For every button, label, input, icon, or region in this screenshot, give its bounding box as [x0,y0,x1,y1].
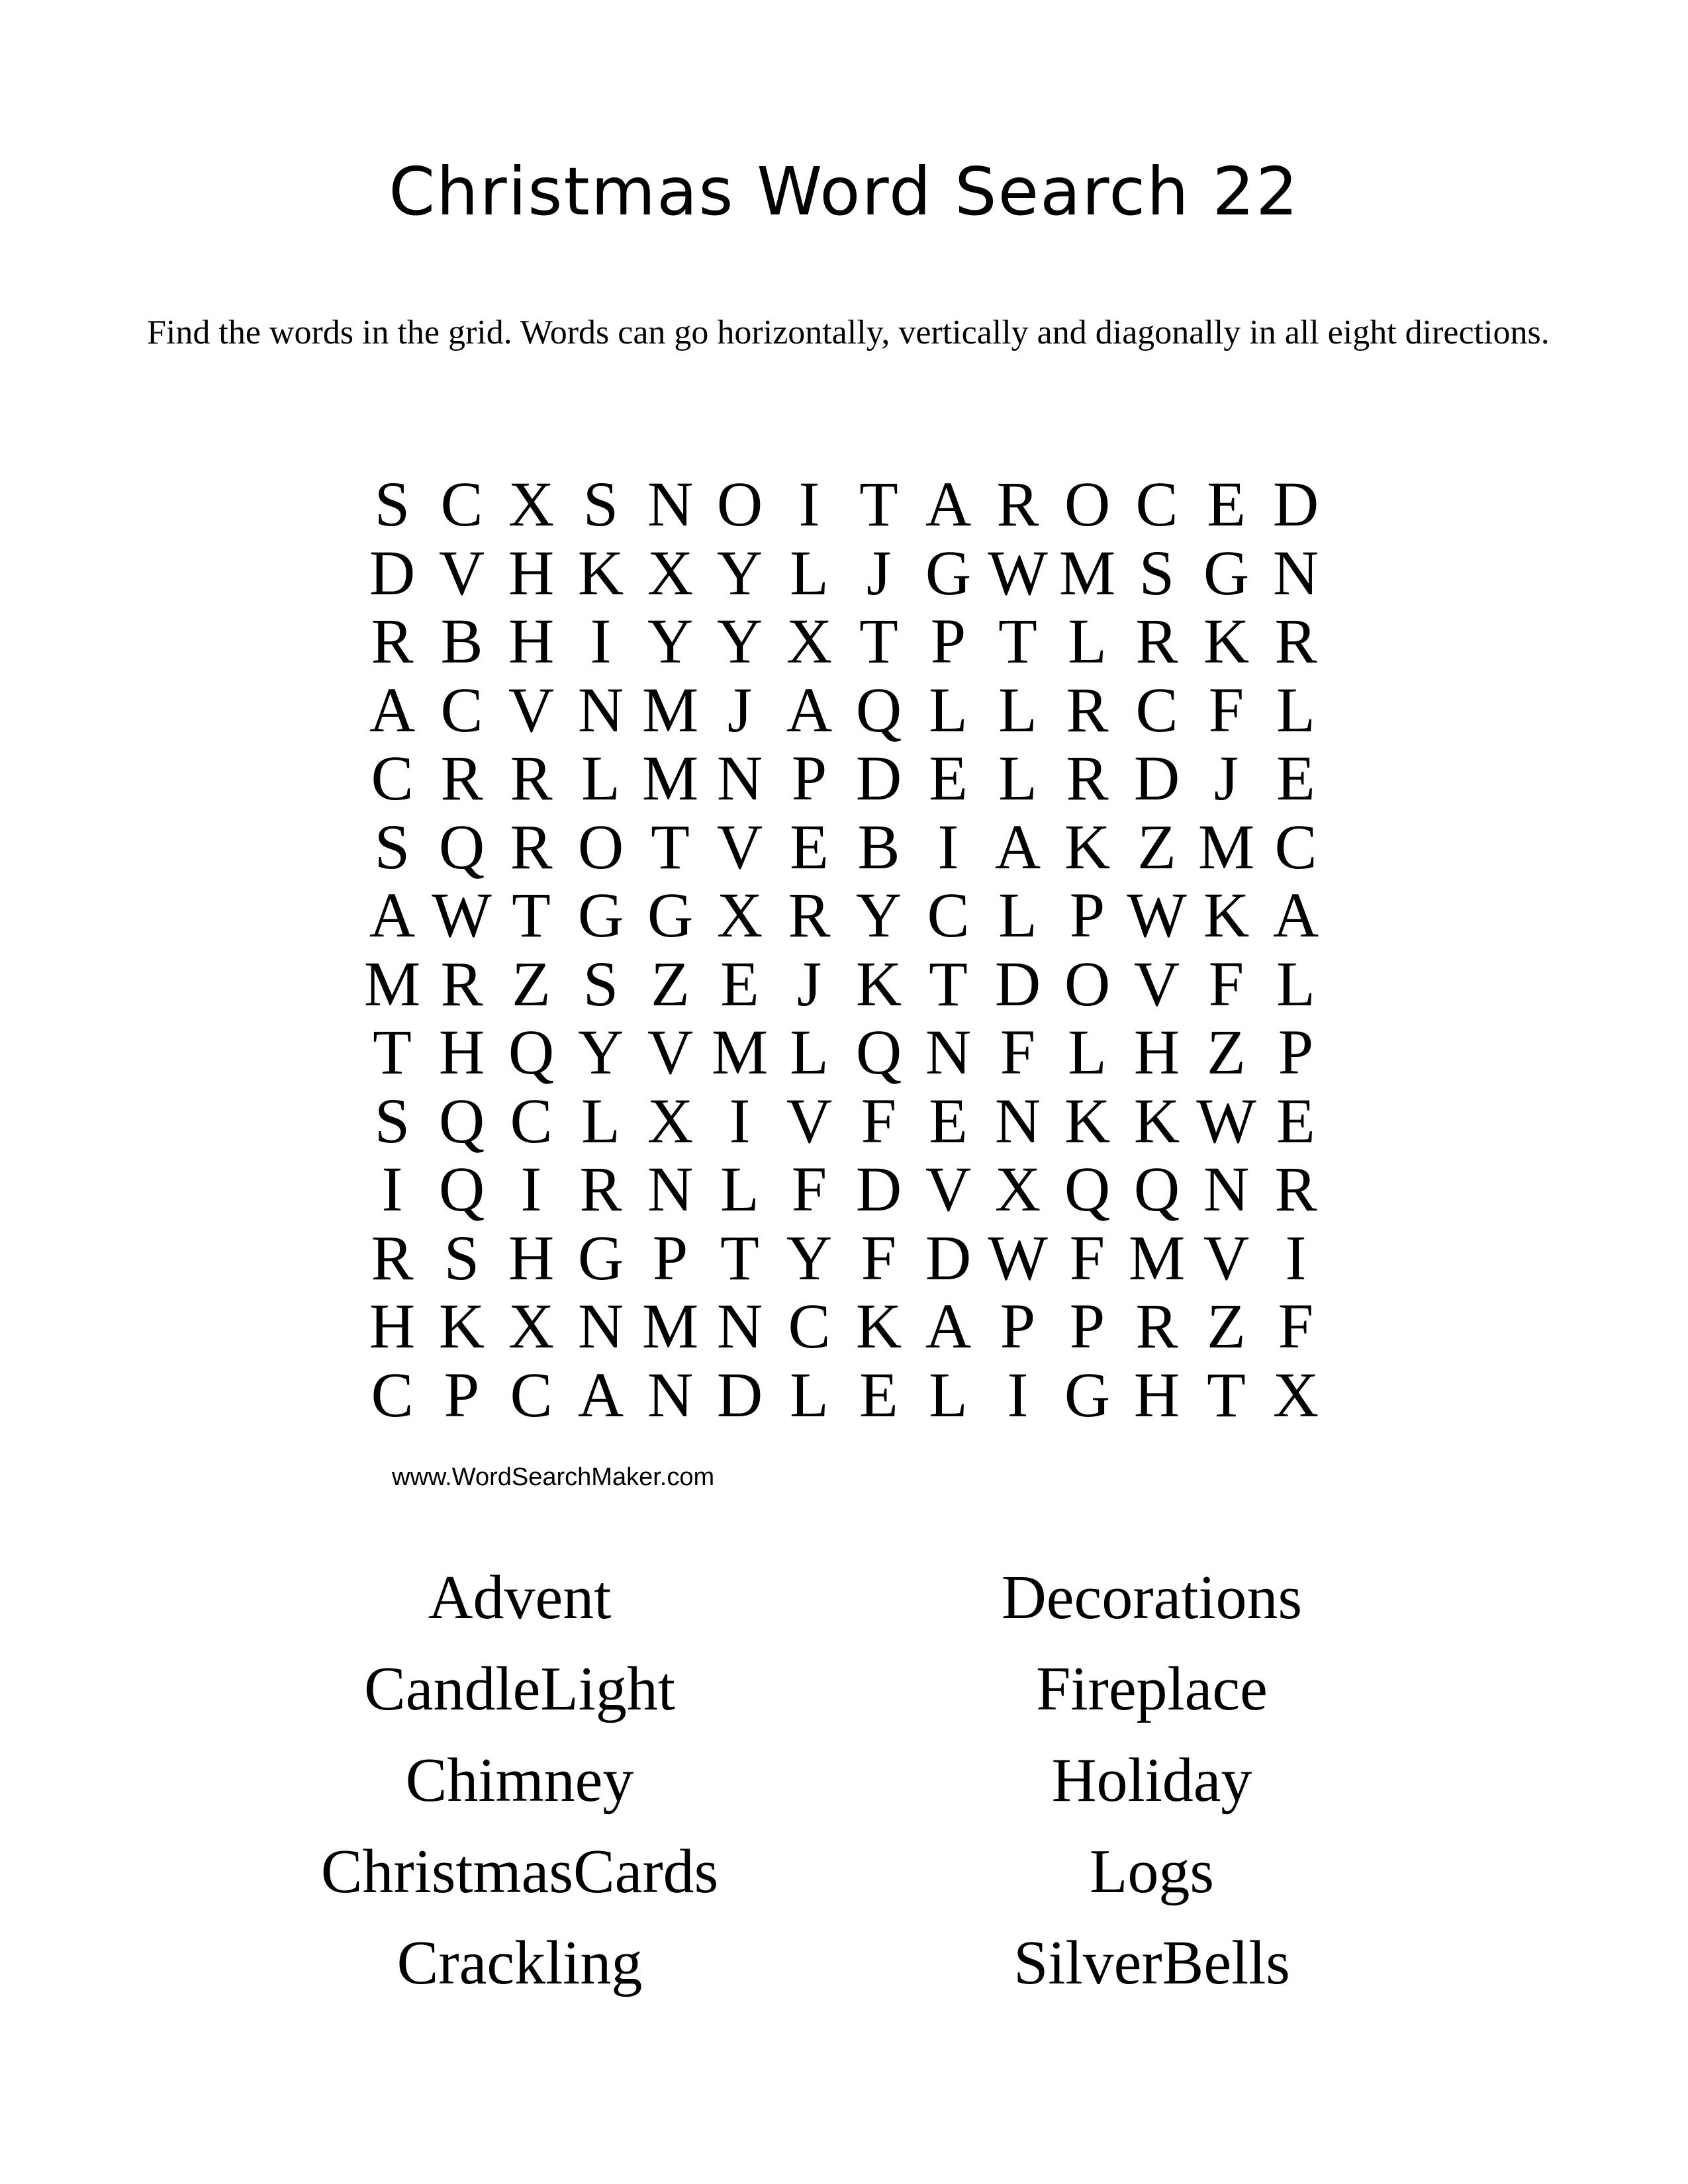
grid-cell: V [925,1154,972,1224]
grid-cell: H [1133,1017,1180,1087]
grid-cell: R [1066,674,1109,745]
grid-cell: Q [438,811,485,882]
grid-cell: D [369,537,416,608]
grid-row [357,744,1331,813]
grid-cell: R [788,880,831,950]
grid-cell: D [855,1154,902,1224]
grid-cell: W [988,537,1048,608]
grid-cell: M [363,948,421,1019]
grid-cell: P [791,743,827,813]
grid-cell: R [1066,743,1109,813]
grid-cell: D [855,743,902,813]
grid-cell: C [440,674,483,745]
grid-cell: P [1278,1017,1314,1087]
grid-cell: O [716,469,763,539]
grid-cell: X [786,606,833,676]
grid-cell: C [440,469,483,539]
word-item: Decorations [1001,1563,1303,1632]
grid-cell: V [1133,948,1180,1019]
grid-cell: H [508,1222,555,1293]
grid-cell: O [1064,469,1111,539]
grid-cell: V [1203,1222,1250,1293]
grid-cell: R [440,743,483,813]
grid-cell: P [1069,1291,1105,1361]
grid-cell: A [369,880,416,950]
grid-cell: Y [855,880,902,950]
grid-cell: Q [438,1085,485,1156]
grid-cell: V [438,537,485,608]
grid-cell: S [444,1222,480,1293]
grid-cell: N [1203,1154,1250,1224]
grid-cell: F [791,1154,827,1224]
word-search-grid [357,470,1331,1429]
grid-cell: R [1135,1291,1178,1361]
grid-cell: F [1278,1291,1314,1361]
grid-row [357,1361,1331,1430]
grid-cell: I [937,811,959,882]
grid-cell: L [1276,948,1315,1019]
grid-cell: E [790,811,829,882]
grid-cell: S [374,469,410,539]
grid-cell: N [577,1291,624,1361]
grid-cell: G [1203,537,1250,608]
grid-cell: N [716,743,763,813]
grid-cell: Q [438,1154,485,1224]
grid-cell: N [716,1291,763,1361]
grid-cell: R [1274,606,1317,676]
grid-cell: A [925,1291,972,1361]
grid-cell: J [727,674,753,745]
grid-cell: L [581,1085,620,1156]
grid-cell: N [647,469,694,539]
grid-cell: S [1139,537,1175,608]
grid-cell: Z [651,948,690,1019]
grid-cell: M [641,674,699,745]
grid-cell: F [1208,674,1244,745]
grid-cell: H [1133,1359,1180,1430]
grid-cell: H [369,1291,416,1361]
grid-cell: K [855,948,902,1019]
grid-cell: A [925,469,972,539]
grid-cell: T [998,606,1037,676]
grid-cell: J [796,948,822,1019]
grid-row [357,813,1331,882]
grid-cell: X [508,469,555,539]
grid-cell: T [929,948,968,1019]
grid-cell: T [720,1222,759,1293]
grid-cell: P [1000,1291,1036,1361]
grid-row [357,607,1331,676]
word-item: CandleLight [364,1655,675,1723]
grid-cell: L [720,1154,759,1224]
grid-cell: F [861,1222,897,1293]
grid-cell: F [861,1085,897,1156]
grid-cell: E [1276,1085,1315,1156]
grid-row [357,881,1331,950]
grid-cell: I [381,1154,403,1224]
grid-cell: I [590,606,612,676]
grid-cell: X [716,880,763,950]
grid-cell: C [510,1085,553,1156]
grid-cell: I [520,1154,542,1224]
grid-cell: B [440,606,483,676]
grid-cell: K [577,537,624,608]
grid-row [357,1224,1331,1293]
grid-cell: S [374,1085,410,1156]
grid-cell: Q [1133,1154,1180,1224]
grid-cell: Z [512,948,551,1019]
grid-cell: F [1069,1222,1105,1293]
grid-row [357,1018,1331,1087]
grid-cell: K [1203,606,1250,676]
grid-cell: D [994,948,1041,1019]
grid-row [357,1087,1331,1156]
grid-cell: K [855,1291,902,1361]
grid-cell: G [577,880,624,950]
grid-cell: P [930,606,966,676]
grid-cell: W [1196,1085,1256,1156]
grid-cell: A [1272,880,1319,950]
grid-cell: Y [647,606,694,676]
grid-cell: V [716,811,763,882]
grid-cell: P [444,1359,480,1430]
word-item: Fireplace [1036,1655,1268,1723]
grid-cell: L [790,1359,829,1430]
grid-cell: C [788,1291,831,1361]
grid-cell: E [1207,469,1246,539]
grid-cell: V [647,1017,694,1087]
grid-cell: Q [855,674,902,745]
grid-cell: H [438,1017,485,1087]
grid-cell: M [1197,811,1255,882]
grid-cell: Y [786,1222,833,1293]
grid-cell: T [373,1017,412,1087]
grid-cell: O [577,811,624,882]
grid-cell: C [510,1359,553,1430]
grid-cell: R [996,469,1039,539]
grid-cell: A [786,674,833,745]
grid-row [357,1292,1331,1361]
grid-cell: R [371,606,414,676]
grid-cell: J [866,537,892,608]
word-item: Holiday [1051,1746,1252,1815]
grid-cell: P [1069,880,1105,950]
grid-cell: M [711,1017,769,1087]
grid-cell: T [1207,1359,1246,1430]
word-list-left [189,1552,851,2009]
grid-cell: T [651,811,690,882]
grid-cell: L [1276,674,1315,745]
grid-cell: X [647,1085,694,1156]
grid-cell: E [929,743,968,813]
grid-cell: R [440,948,483,1019]
grid-cell: X [1272,1359,1319,1430]
grid-cell: Z [1207,1291,1246,1361]
grid-cell: Z [1137,811,1176,882]
grid-cell: C [927,880,970,950]
grid-row [357,950,1331,1019]
word-item: SilverBells [1013,1929,1290,1997]
grid-cell: G [1064,1359,1111,1430]
grid-cell: M [1058,537,1116,608]
grid-cell: N [925,1017,972,1087]
grid-cell: P [652,1222,688,1293]
grid-cell: I [1285,1222,1307,1293]
grid-cell: A [994,811,1041,882]
grid-cell: D [716,1359,763,1430]
grid-cell: L [998,880,1037,950]
word-item: Crackling [397,1929,643,1997]
grid-cell: H [508,606,555,676]
grid-cell: O [1064,948,1111,1019]
grid-cell: C [1274,811,1317,882]
grid-cell: L [1068,1017,1107,1087]
grid-cell: W [1127,880,1187,950]
grid-cell: S [583,948,619,1019]
grid-cell: Q [508,1017,555,1087]
grid-cell: Y [716,537,763,608]
grid-cell: B [857,811,900,882]
grid-cell: K [438,1291,485,1361]
grid-cell: R [371,1222,414,1293]
grid-cell: X [994,1154,1041,1224]
grid-cell: N [647,1359,694,1430]
grid-cell: A [369,674,416,745]
grid-cell: E [859,1359,898,1430]
source-url: www.WordSearchMaker.com [392,1463,715,1491]
instructions: Find the words in the grid. Words can go horizontally, vertically and diagonally in all eight directions. [147,314,1550,351]
grid-cell: R [510,743,553,813]
grid-cell: X [508,1291,555,1361]
grid-cell: M [641,743,699,813]
page-title: Christmas Word Search 22 [389,153,1299,230]
grid-cell: G [925,537,972,608]
grid-cell: K [1064,1085,1111,1156]
grid-cell: D [1133,743,1180,813]
grid-cell: Q [1064,1154,1111,1224]
grid-cell: L [790,1017,829,1087]
grid-cell: I [729,1085,751,1156]
grid-cell: F [1000,1017,1036,1087]
grid-cell: H [508,537,555,608]
grid-cell: L [998,743,1037,813]
grid-cell: S [583,469,619,539]
grid-cell: C [1135,469,1178,539]
grid-cell: Z [1207,1017,1246,1087]
grid-cell: R [579,1154,622,1224]
grid-cell: Y [577,1017,624,1087]
grid-cell: R [1135,606,1178,676]
grid-row [357,1155,1331,1224]
grid-cell: N [1272,537,1319,608]
word-item: Chimney [405,1746,634,1815]
grid-cell: W [988,1222,1048,1293]
grid-cell: L [998,674,1037,745]
grid-cell: L [929,1359,968,1430]
grid-cell: D [1272,469,1319,539]
grid-cell: E [1276,743,1315,813]
grid-cell: K [1133,1085,1180,1156]
grid-cell: L [1068,606,1107,676]
grid-cell: K [1203,880,1250,950]
grid-cell: I [798,469,820,539]
grid-cell: G [577,1222,624,1293]
word-item: ChristmasCards [320,1837,719,1906]
grid-cell: K [1064,811,1111,882]
grid-cell: M [1128,1222,1186,1293]
grid-cell: M [641,1291,699,1361]
grid-cell: T [859,606,898,676]
grid-cell: C [1135,674,1178,745]
grid-cell: G [647,880,694,950]
grid-cell: W [432,880,492,950]
grid-cell: N [994,1085,1041,1156]
grid-cell: C [371,743,414,813]
grid-cell: X [647,537,694,608]
grid-cell: L [929,674,968,745]
grid-cell: L [581,743,620,813]
word-item: Logs [1090,1837,1214,1906]
grid-cell: E [720,948,759,1019]
grid-cell: R [510,811,553,882]
grid-cell: D [925,1222,972,1293]
grid-row [357,676,1331,745]
grid-cell: Q [855,1017,902,1087]
grid-row [357,539,1331,608]
grid-cell: L [790,537,829,608]
grid-row [357,470,1331,539]
grid-cell: Y [716,606,763,676]
grid-cell: T [512,880,551,950]
grid-cell: S [374,811,410,882]
grid-cell: T [859,469,898,539]
grid-cell: A [577,1359,624,1430]
grid-cell: V [786,1085,833,1156]
grid-cell: F [1208,948,1244,1019]
word-item: Advent [428,1563,612,1632]
grid-cell: R [1274,1154,1317,1224]
grid-cell: N [577,674,624,745]
grid-cell: I [1007,1359,1029,1430]
grid-cell: C [371,1359,414,1430]
grid-cell: J [1213,743,1239,813]
grid-cell: E [929,1085,968,1156]
grid-cell: N [647,1154,694,1224]
grid-cell: V [508,674,555,745]
word-list-right [821,1552,1483,2009]
